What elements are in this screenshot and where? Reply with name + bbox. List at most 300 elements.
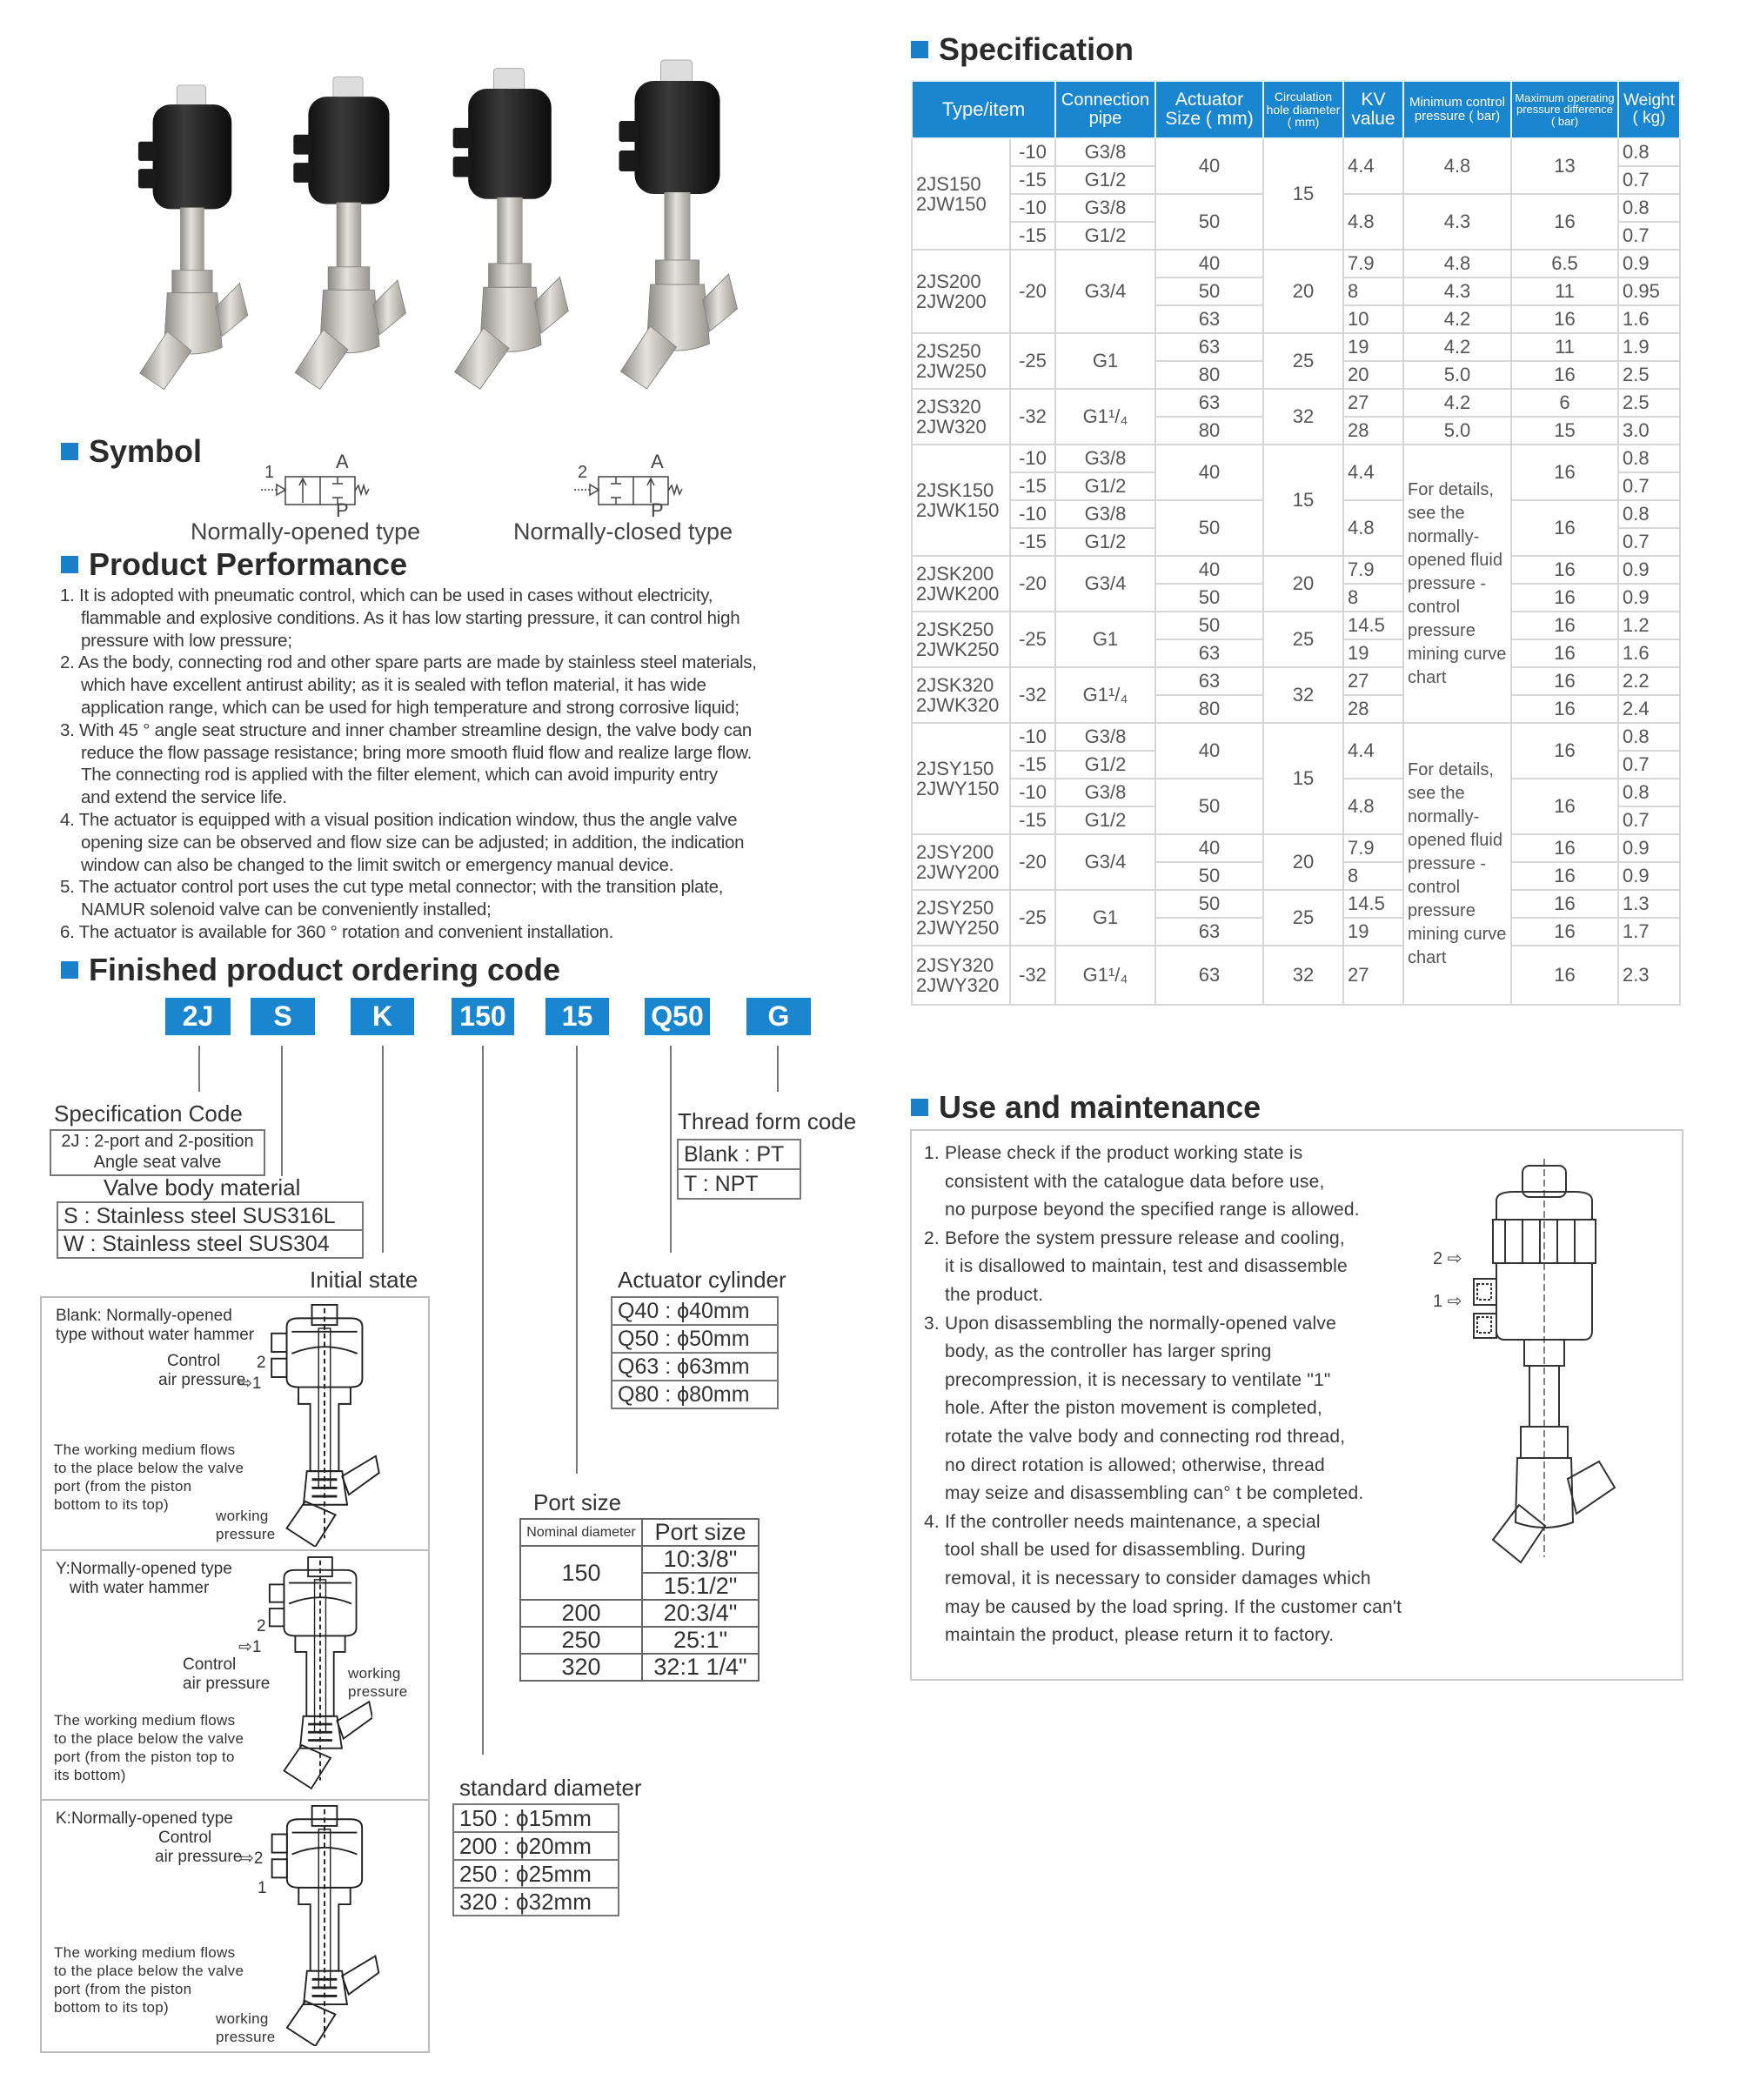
drawing-port-2-label: 2 ⇨ [1433,1249,1462,1268]
spec-cell: 16 [1511,612,1618,639]
specification-table [911,80,1681,1006]
spec-col-header: Minimum control pressure ( bar) [1403,81,1511,138]
spec-cell: -15 [1010,222,1055,250]
list-line: and extend the service life. [81,787,287,808]
spec-cell: G1/2 [1055,222,1155,250]
spec-cell: 2JS320 2JW320 [912,389,1010,445]
port-1-label: 1 [258,1879,267,1897]
spec-col-header: Weight ( kg) [1618,81,1680,138]
spec-cell: 16 [1511,667,1618,695]
spec-cell: 4.2 [1403,333,1511,361]
spec-cell: -10 [1010,723,1055,751]
thread-option: T : NPT [684,1172,759,1196]
spec-cell: -20 [1010,834,1055,890]
normally-closed-symbol-icon [574,459,692,522]
spec-cell: G3/8 [1055,445,1155,472]
list-line: NAMUR solenoid valve can be conveniently installed; [81,900,492,920]
spec-cell: -15 [1010,166,1055,194]
spec-cell: 8 [1343,584,1403,612]
spec-row [912,389,1680,417]
spec-cell: 50 [1155,278,1263,305]
working-pressure-label: working pressure [348,1665,408,1700]
list-line: reduce the flow passage resistance; bring more smooth fluid flow and realize large flow. [81,742,753,763]
spec-cell: 20 [1263,834,1343,890]
spec-cell: 2JSK150 2JWK150 [912,445,1010,556]
spec-cell: 16 [1511,890,1618,918]
spec-cell: -15 [1010,751,1055,779]
spec-cell: G3/8 [1055,779,1155,806]
valve-photo-63 [453,69,569,390]
spec-cell: 40 [1155,138,1263,194]
symbol-heading-text: Symbol [89,433,203,469]
spec-cell: 20 [1263,556,1343,612]
spec-row [912,946,1680,1005]
list-item [924,1508,1402,1650]
spec-cell: 16 [1511,194,1618,250]
list-line: flammable and explosive conditions. As it has low starting pressure, it can control high [81,607,740,628]
list-item [60,809,757,876]
spec-cell: 1.2 [1618,612,1680,639]
spec-cell: 0.8 [1618,723,1680,751]
list-line: removal, it is necessary to consider damages which [945,1568,1371,1588]
list-line: maintain the product, please return it to factory. [945,1625,1335,1646]
spec-cell: 0.8 [1618,194,1680,222]
spec-cell: 2JSY150 2JWY150 [912,723,1010,834]
spec-cell: 50 [1155,194,1263,250]
actuator-option: Q63 : ϕ63mm [612,1354,777,1381]
spec-cell: 63 [1155,389,1263,417]
symbol-port-2: 2 [578,463,588,482]
valve-cross-section-icon [268,1555,372,1789]
spec-cell: 63 [1155,305,1263,333]
list-item [924,1225,1402,1310]
spec-cell: 1.9 [1618,333,1680,361]
initial-state-panel-y [40,1549,430,1802]
list-line: precompression, it is necessary to ventilate "1" [945,1369,1331,1390]
spec-row [912,445,1680,472]
diameter-option: 250 : ϕ25mm [454,1861,618,1889]
spec-row [912,138,1680,166]
spec-row [912,890,1680,918]
spec-cell: 11 [1511,278,1618,305]
spec-cell: 50 [1155,612,1263,639]
spec-cell: 27 [1343,389,1403,417]
panel-description: The working medium flows to the place below the valve port (from the piston bottom to its top) [54,1441,244,1513]
spec-row [912,333,1680,361]
spec-cell: G1/2 [1055,528,1155,556]
list-item [60,719,757,809]
spec-cell: -15 [1010,472,1055,500]
initial-state-panel-blank [40,1296,430,1553]
spec-row [912,250,1680,278]
list-line: 5. The actuator control port uses the cut type metal connector; with the transition plate, [60,877,724,898]
spec-cell: -20 [1010,556,1055,612]
valve-outline-drawing-icon [1470,1157,1618,1566]
spec-cell: G3/4 [1055,556,1155,612]
spec-cell: G3/8 [1055,723,1155,751]
code-thread: G [746,998,811,1035]
spec-cell: 15 [1263,723,1343,834]
spec-cell: 4.8 [1403,138,1511,194]
diameter-option: 200 : ϕ20mm [454,1833,618,1861]
port-1-label: ⇨1 [238,1638,262,1656]
list-line: it is disallowed to maintain, test and disassemble [945,1256,1348,1277]
spec-cell: 63 [1155,918,1263,946]
spec-cell: -10 [1010,194,1055,222]
code-standard-diameter: 150 [452,998,514,1035]
port-size: 10:3/8" [642,1546,759,1573]
panel-control-label: Control air pressure [158,1352,246,1389]
spec-cell: 63 [1155,333,1263,361]
spec-cell: 16 [1511,305,1618,333]
list-line: tool shall be used for disassembling. During [945,1540,1307,1561]
spec-cell: 4.2 [1403,389,1511,417]
symbol-port-1: 1 [264,463,275,482]
spec-cell: 16 [1511,862,1618,890]
maintenance-list [924,1140,1402,1650]
spec-col-header: Circulation hole diameter ( mm) [1263,81,1343,138]
port-1-label: ⇨1 [238,1374,262,1393]
spec-cell: 40 [1155,445,1263,500]
spec-cell: 25 [1263,890,1343,946]
normally-opened-symbol-icon [261,459,378,522]
panel-description: The working medium flows to the place below the valve port (from the piston bottom to its top) [54,1944,244,2016]
spec-cell: 20 [1343,361,1403,389]
list-line: may seize and disassembling can° t be completed. [945,1483,1364,1504]
code-spec: 2J [165,998,231,1035]
list-line: rotate the valve body and connecting rod thread, [945,1426,1346,1447]
port-col-size: Port size [642,1519,759,1546]
section-marker-icon [911,41,928,58]
spec-cell: 0.8 [1618,500,1680,528]
spec-cell: 20 [1263,250,1343,333]
list-line: no purpose beyond the specified range is allowed. [945,1200,1360,1221]
spec-cell: 2.4 [1618,695,1680,723]
spec-cell: 0.8 [1618,779,1680,806]
list-line: opening size can be observed and flow size can be adjusted; in addition, the indication [81,832,745,853]
list-line: the product. [945,1284,1044,1305]
spec-cell: 16 [1511,695,1618,723]
spec-cell: -15 [1010,528,1055,556]
spec-cell: 32 [1263,946,1343,1005]
port-nominal: 320 [520,1654,642,1681]
spec-cell: -25 [1010,333,1055,389]
thread-label: Thread form code [678,1108,857,1134]
actuator-option: Q40 : ϕ40mm [612,1298,777,1326]
spec-cell: 15 [1263,138,1343,250]
port-2-label: 2 [257,1617,266,1635]
spec-cell: 0.8 [1618,445,1680,472]
spec-cell: -10 [1010,138,1055,166]
spec-cell: -10 [1010,779,1055,806]
spec-cell: 40 [1155,834,1263,862]
spec-cell: 2.5 [1618,361,1680,389]
spec-cell: G3/8 [1055,138,1155,166]
list-line: window can also be changed to the limit switch or emergency manual device. [81,854,674,875]
spec-cell: 16 [1511,445,1618,500]
spec-cell: 2JS150 2JW150 [912,138,1010,250]
section-marker-icon [61,556,78,573]
spec-cell: 2.5 [1618,389,1680,417]
performance-heading [61,546,407,583]
port-size: 15:1/2" [642,1573,759,1600]
list-line: application range, which can be used for high temperature and strong corrosive liquid; [81,697,740,718]
spec-cell: 0.7 [1618,528,1680,556]
spec-cell: 32 [1263,667,1343,723]
panel-title: Y:Normally-opened type with water hammer [56,1560,232,1597]
spec-cell: 2JSK250 2JWK250 [912,612,1010,667]
port-size: 20:3/4" [642,1600,759,1627]
working-pressure-label: working pressure [216,1508,276,1542]
spec-cell: 13 [1511,138,1618,194]
leader-line [482,1046,484,1755]
list-line: 4. The actuator is equipped with a visual position indication window, thus the angle valve [60,809,738,830]
performance-list [60,585,757,944]
material-option: S : Stainless steel SUS316L [58,1203,362,1231]
code-initial-state: K [351,998,414,1035]
spec-cell: 1.7 [1618,918,1680,946]
valve-cross-section-icon [268,1804,381,2046]
spec-note-cell: For details, see the normally-opened fluid pressure -control pressure mining curve chart [1403,723,1511,1005]
section-marker-icon [911,1099,928,1116]
spec-cell: 0.9 [1618,556,1680,584]
code-port-size: 15 [545,998,609,1035]
ordering-heading [61,952,560,988]
standard-diameter-label: standard diameter [459,1775,642,1801]
spec-cell: 4.4 [1343,445,1403,500]
list-line: 1. Please check if the product working state is [924,1143,1303,1163]
spec-cell: 80 [1155,361,1263,389]
list-line: 2. Before the system pressure release and cooling, [924,1227,1345,1248]
spec-cell: 11 [1511,333,1618,361]
spec-cell: 2JS200 2JW200 [912,250,1010,333]
spec-cell: 1.6 [1618,305,1680,333]
spec-cell: 7.9 [1343,250,1403,278]
spec-cell: 7.9 [1343,556,1403,584]
spec-cell: 2.2 [1618,667,1680,695]
spec-cell: 4.8 [1343,194,1403,250]
port-2-label: 2 [257,1354,266,1372]
spec-cell: 5.0 [1403,361,1511,389]
spec-row [912,667,1680,695]
valve-cross-section-icon [268,1303,381,1547]
standard-diameter-box [452,1803,619,1916]
actuator-label: Actuator cylinder [618,1267,786,1293]
spec-cell: 4.4 [1343,138,1403,194]
leader-line [382,1046,384,1253]
spec-cell: 2JSY200 2JWY200 [912,834,1010,890]
spec-cell: -32 [1010,667,1055,723]
list-item [60,652,757,719]
spec-cell: 25 [1263,333,1343,389]
spec-cell: -20 [1010,250,1055,333]
actuator-option: Q80 : ϕ80mm [618,1382,750,1407]
spec-cell: G3/4 [1055,834,1155,890]
spec-cell: 2JS250 2JW250 [912,333,1010,389]
list-item [60,921,757,944]
spec-cell: 16 [1511,834,1618,862]
body-material-label: Valve body material [104,1174,301,1200]
leader-line [777,1046,779,1092]
port-nominal: 250 [520,1627,642,1654]
symbol-port-p: P [336,499,349,521]
symbol-heading [61,433,202,470]
spec-col-header: Maximum operating pressure difference ( bar) [1511,81,1618,138]
symbol-closed-port-p: P [651,499,664,521]
spec-col-header: KV value [1343,81,1403,138]
spec-cell: 6 [1511,389,1618,417]
spec-cell: 0.9 [1618,250,1680,278]
spec-cell: 4.2 [1403,305,1511,333]
spec-code-line: Angle seat valve [93,1153,222,1172]
spec-cell: -25 [1010,890,1055,946]
spec-cell: 63 [1155,667,1263,695]
spec-cell: -10 [1010,445,1055,472]
spec-cell: 0.9 [1618,862,1680,890]
spec-cell: 80 [1155,417,1263,445]
spec-cell: G1/2 [1055,751,1155,779]
list-line: 6. The actuator is available for 360 ° rotation and convenient installation. [60,921,614,942]
spec-cell: 16 [1511,361,1618,389]
section-marker-icon [61,443,78,460]
spec-cell: 50 [1155,779,1263,834]
spec-cell: 16 [1511,556,1618,584]
spec-cell: 16 [1511,918,1618,946]
spec-cell: 0.7 [1618,472,1680,500]
spec-cell: 4.4 [1343,723,1403,779]
spec-code-box [50,1129,265,1176]
spec-row [912,834,1680,862]
list-line: consistent with the catalogue data before use, [945,1171,1325,1192]
spec-cell: 15 [1511,417,1618,445]
spec-cell: 15 [1263,445,1343,556]
spec-cell: -32 [1010,946,1055,1005]
spec-cell: 0.95 [1618,278,1680,305]
spec-cell: 19 [1343,639,1403,667]
panel-control-label: Control air pressure [183,1655,271,1693]
spec-cell: 8 [1343,278,1403,305]
spec-cell: 8 [1343,862,1403,890]
spec-note-cell: For details, see the normally-opened fluid pressure -control pressure mining curve chart [1403,445,1511,723]
performance-heading-text: Product Performance [89,546,408,582]
spec-cell: 25 [1263,612,1343,667]
spec-cell: 16 [1511,779,1618,834]
spec-cell: 63 [1155,946,1263,1005]
list-item [924,1310,1402,1508]
spec-cell: 3.0 [1618,417,1680,445]
port-nominal: 150 [520,1546,642,1600]
normally-closed-caption: Normally-closed type [513,518,733,545]
spec-cell: -15 [1010,806,1055,834]
spec-cell: G3/4 [1055,250,1155,333]
spec-cell: 1.6 [1618,639,1680,667]
spec-cell: 19 [1343,918,1403,946]
spec-cell: 4.8 [1403,250,1511,278]
spec-cell: 0.7 [1618,751,1680,779]
material-option: W : Stainless steel SUS304 [64,1232,330,1256]
list-line: hole. After the piston movement is completed, [945,1398,1322,1419]
list-item [60,585,757,652]
diameter-option: 150 : ϕ15mm [454,1805,618,1833]
body-material-box [57,1201,364,1259]
panel-title: Blank: Normally-opened type without water hammer [56,1307,255,1344]
spec-cell: 27 [1343,667,1403,695]
port-size: 25:1" [642,1627,759,1654]
normally-opened-caption: Normally-opened type [191,518,421,545]
spec-code-line: 2J : 2-port and 2-position [61,1132,254,1151]
spec-cell: G1 [1055,333,1155,389]
port-size-label: Port size [533,1489,622,1515]
leader-line [670,1046,672,1253]
spec-cell: 10 [1343,305,1403,333]
port-nominal: 200 [520,1600,642,1627]
spec-col-header: Actuator Size ( mm) [1155,81,1263,138]
spec-cell: 16 [1511,639,1618,667]
list-line: may be caused by the load spring. If the customer can't [945,1596,1402,1617]
leader-line [198,1046,200,1092]
spec-cell: 6.5 [1511,250,1618,278]
spec-cell: G1 [1055,890,1155,946]
port-col-nominal: Nominal diameter [520,1519,642,1546]
spec-cell: 16 [1511,723,1618,779]
spec-cell: 4.8 [1343,779,1403,834]
spec-cell: 32 [1263,389,1343,445]
spec-row [912,556,1680,584]
spec-cell: 2.3 [1618,946,1680,1005]
spec-cell: 7.9 [1343,834,1403,862]
leader-line [576,1046,578,1474]
spec-cell: 40 [1155,556,1263,584]
initial-state-label: Initial state [310,1267,418,1293]
spec-cell: 63 [1155,639,1263,667]
spec-cell: 50 [1155,500,1263,556]
spec-cell: -32 [1010,389,1055,445]
panel-title: K:Normally-opened type [56,1809,233,1828]
list-line: 3. With 45 ° angle seat structure and inner chamber streamline design, the valve body can [60,719,753,740]
actuator-box [611,1296,779,1409]
list-line: body, as the controller has larger spring [945,1341,1272,1362]
spec-cell: -25 [1010,612,1055,667]
spec-cell: 0.7 [1618,166,1680,194]
spec-cell: 27 [1343,946,1403,1005]
list-line: 1. It is adopted with pneumatic control, which can be used in cases without electricity, [60,585,713,605]
spec-cell: G1¹/₄ [1055,946,1155,1005]
spec-cell: 0.7 [1618,222,1680,250]
spec-cell: 2JSK200 2JWK200 [912,556,1010,612]
spec-cell: 50 [1155,584,1263,612]
spec-cell: 0.9 [1618,584,1680,612]
symbol-port-a: A [336,451,349,472]
initial-state-panel-k [40,1799,430,2053]
spec-cell: 50 [1155,890,1263,918]
ordering-heading-text: Finished product ordering code [89,952,561,987]
list-line: 4. If the controller needs maintenance, a special [924,1511,1321,1532]
spec-cell: 0.7 [1618,806,1680,834]
list-line: which have excellent antirust ability; as it is sealed with teflon material, it has wide [81,675,706,696]
thread-box [677,1139,801,1200]
valve-photo-40 [138,85,248,390]
spec-cell: 1.3 [1618,890,1680,918]
spec-cell: 40 [1155,250,1263,278]
spec-cell: 16 [1511,500,1618,556]
list-item [924,1140,1402,1225]
spec-cell: 4.8 [1343,500,1403,556]
spec-cell: 14.5 [1343,612,1403,639]
working-pressure-label: working pressure [216,2010,276,2045]
list-line: no direct rotation is allowed; otherwise, thread [945,1455,1325,1475]
spec-cell: 40 [1155,723,1263,779]
symbol-closed-port-a: A [651,451,664,472]
